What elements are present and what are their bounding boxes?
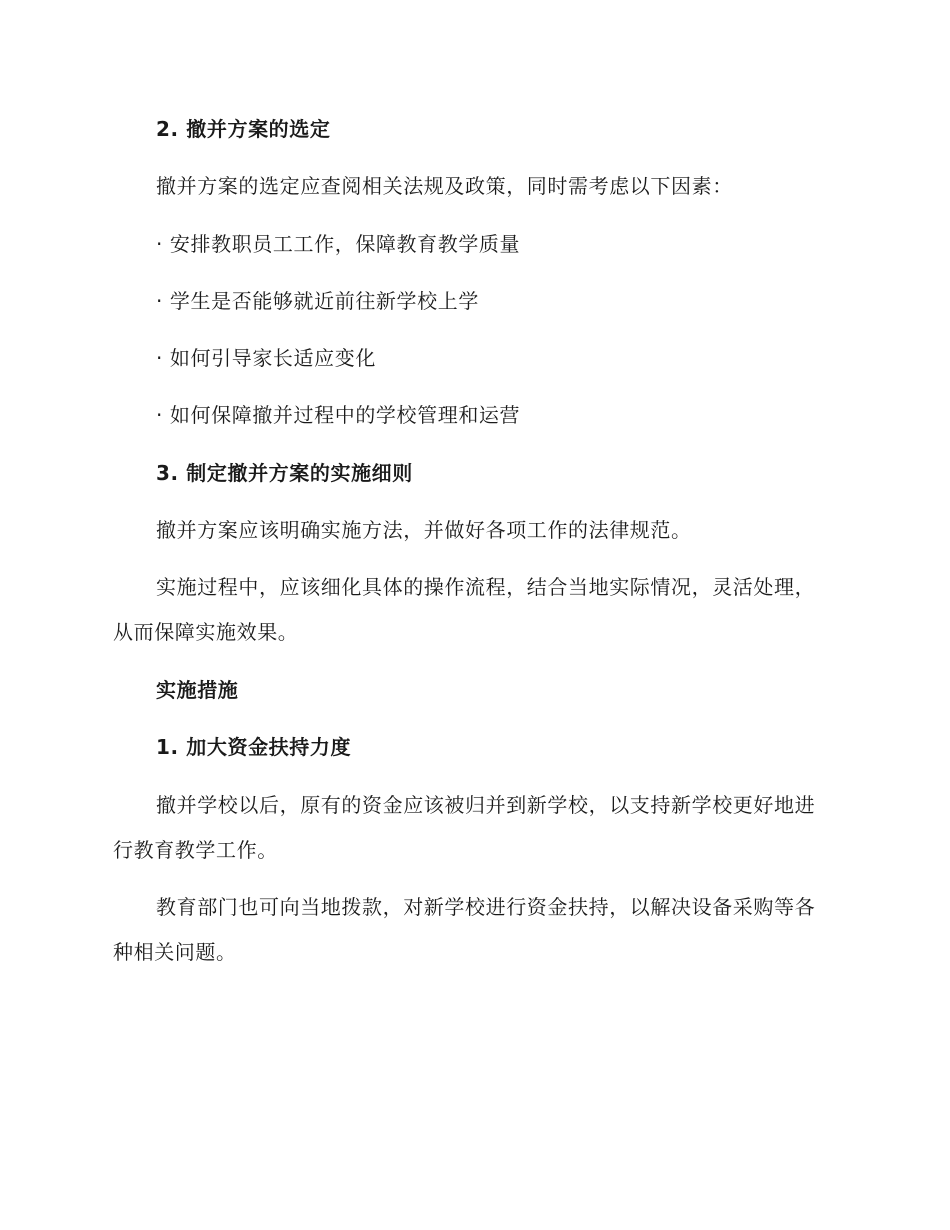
bullet-item-1: · 安排教职员工工作，保障教育教学质量 (156, 232, 521, 256)
section-heading-3: 3. 制定撤并方案的实施细则 (156, 461, 413, 485)
paragraph-fund-1: 撤并学校以后，原有的资金应该被归并到新学校，以支持新学校更好地进行教育教学工作。 (113, 793, 816, 862)
section-heading-2: 2. 撤并方案的选定 (156, 117, 331, 141)
paragraph-selection-intro: 撤并方案的选定应查阅相关法规及政策，同时需考虑以下因素： (156, 174, 733, 198)
paragraph-detail-2: 实施过程中，应该细化具体的操作流程，结合当地实际情况，灵活处理，从而保障实施效果。 (113, 575, 816, 644)
bullet-item-4: · 如何保障撤并过程中的学校管理和运营 (156, 403, 521, 427)
bullet-item-2: · 学生是否能够就近前往新学校上学 (156, 289, 479, 313)
paragraph-fund-2: 教育部门也可向当地拨款，对新学校进行资金扶持，以解决设备采购等各种相关问题。 (113, 895, 816, 964)
paragraph-detail-1: 撤并方案应该明确实施方法，并做好各项工作的法律规范。 (156, 518, 692, 542)
section-heading-1: 1. 加大资金扶持力度 (156, 735, 352, 759)
bullet-item-3: · 如何引导家长适应变化 (156, 346, 376, 370)
section-title-measures: 实施措施 (156, 678, 239, 702)
